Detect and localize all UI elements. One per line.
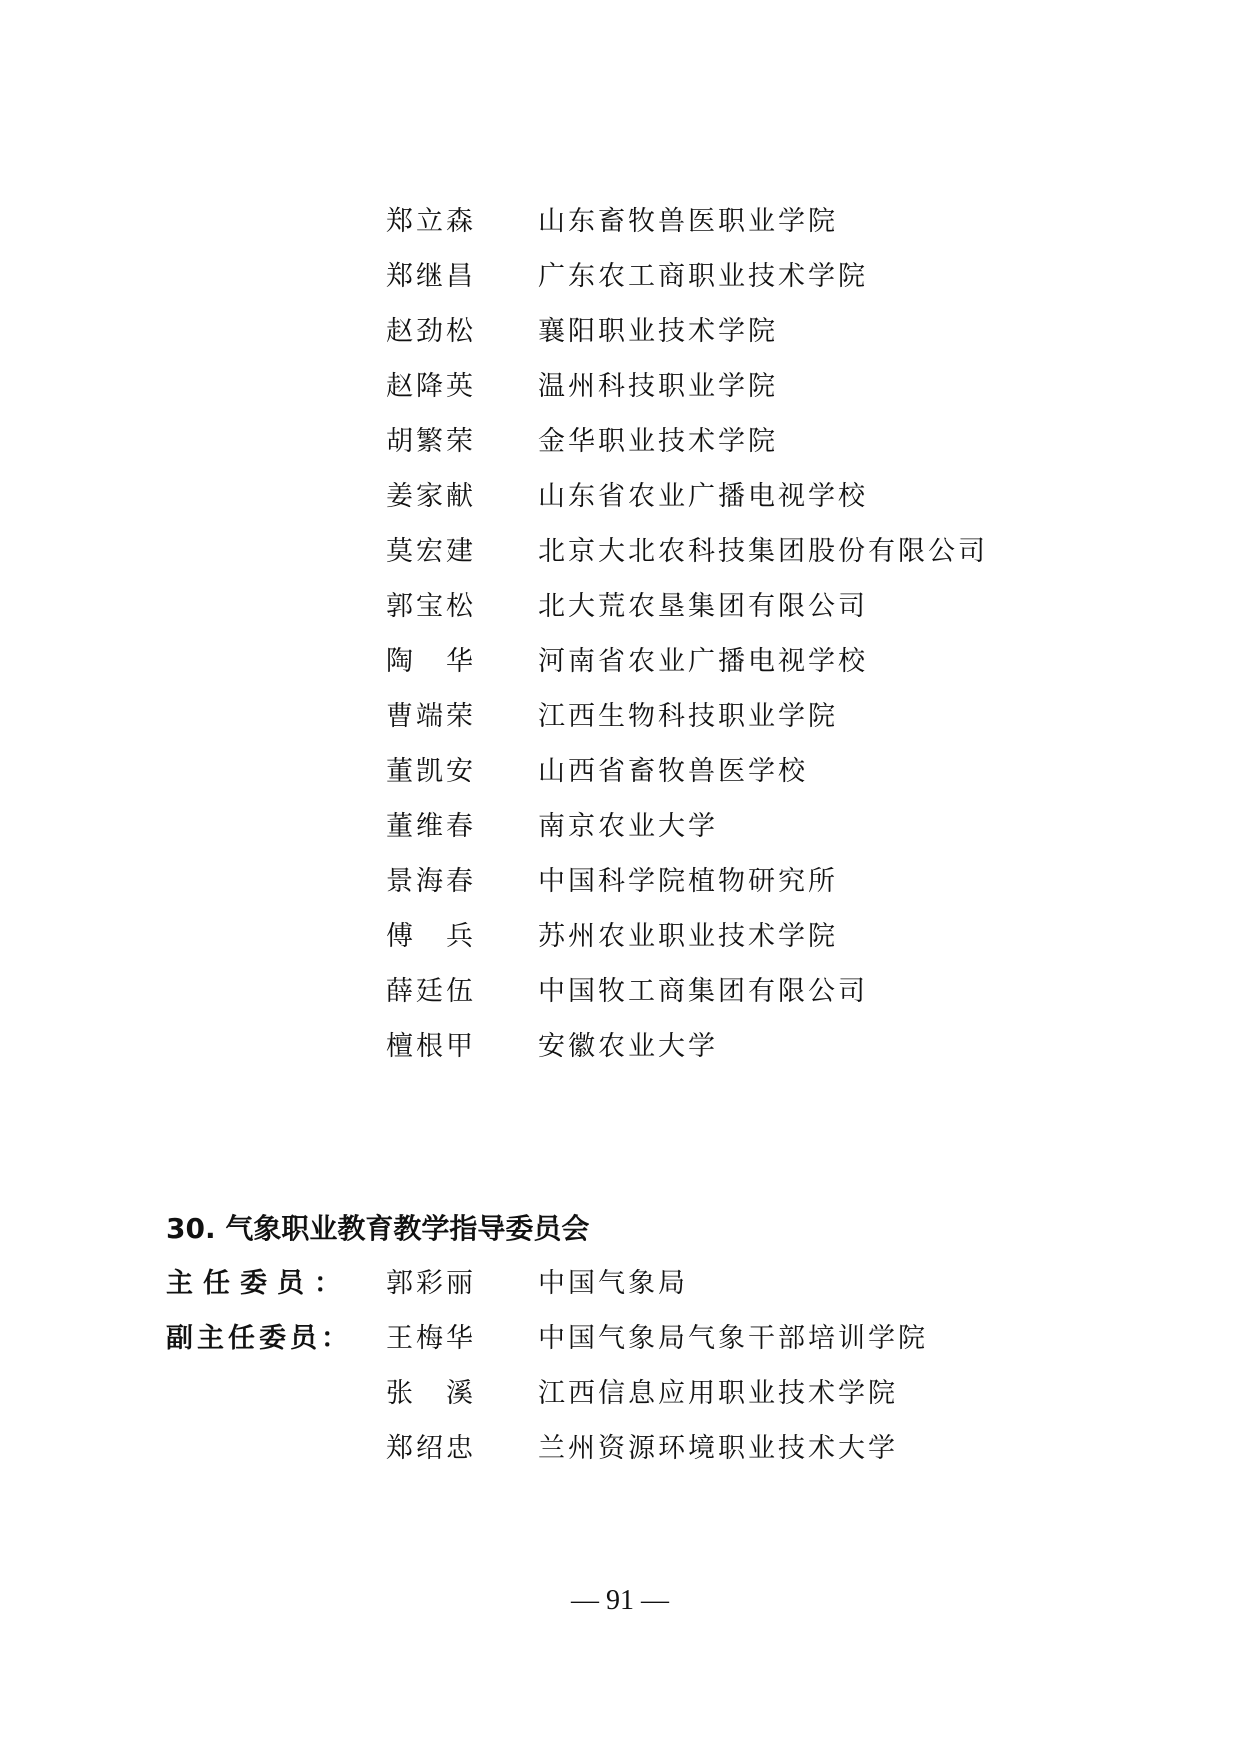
member-row [0, 417, 1240, 467]
member-org: 广东农工商职业技术学院 [538, 261, 868, 292]
member-row [0, 362, 1240, 412]
vice-director-org: 江西信息应用职业技术学院 [538, 1378, 898, 1409]
member-row [0, 912, 1240, 962]
member-org: 山东省农业广播电视学校 [538, 481, 868, 512]
member-row [0, 252, 1240, 302]
member-org: 襄阳职业技术学院 [538, 316, 778, 347]
vice-director-name: 张 溪 [386, 1378, 476, 1409]
member-row [0, 472, 1240, 522]
section-heading: 30. 气象职业教育教学指导委员会 [166, 1212, 590, 1245]
member-row [0, 692, 1240, 742]
member-org: 苏州农业职业技术学院 [538, 921, 838, 952]
vice-director-row [0, 1314, 1240, 1364]
member-name: 郭宝松 [386, 591, 476, 622]
director-org: 中国气象局 [538, 1268, 688, 1299]
member-name: 董维春 [386, 811, 476, 842]
member-name: 赵降英 [386, 371, 476, 402]
member-org: 山西省畜牧兽医学校 [538, 756, 808, 787]
director-name: 郭彩丽 [386, 1268, 476, 1299]
member-name: 莫宏建 [386, 536, 476, 567]
member-name: 景海春 [386, 866, 476, 897]
vice-director-row [0, 1424, 1240, 1474]
member-org: 安徽农业大学 [538, 1031, 718, 1062]
member-org: 北大荒农垦集团有限公司 [538, 591, 868, 622]
member-row [0, 307, 1240, 357]
member-row [0, 582, 1240, 632]
member-row [0, 637, 1240, 687]
member-name: 董凯安 [386, 756, 476, 787]
member-org: 中国科学院植物研究所 [538, 866, 838, 897]
member-row [0, 527, 1240, 577]
member-row [0, 967, 1240, 1017]
vice-director-org: 中国气象局气象干部培训学院 [538, 1323, 928, 1354]
member-org: 江西生物科技职业学院 [538, 701, 838, 732]
vice-director-name: 王梅华 [386, 1323, 476, 1354]
member-name: 胡繁荣 [386, 426, 476, 457]
member-org: 温州科技职业学院 [538, 371, 778, 402]
member-row [0, 857, 1240, 907]
member-name: 郑立森 [386, 206, 476, 237]
member-row [0, 197, 1240, 247]
member-name: 薛廷伍 [386, 976, 476, 1007]
member-row [0, 747, 1240, 797]
member-org: 南京农业大学 [538, 811, 718, 842]
vice-director-role-label: 副主任委员： [166, 1323, 352, 1354]
member-row [0, 802, 1240, 852]
vice-director-row [0, 1369, 1240, 1419]
member-org: 金华职业技术学院 [538, 426, 778, 457]
member-org: 山东畜牧兽医职业学院 [538, 206, 838, 237]
director-row [0, 1259, 1240, 1309]
member-name: 姜家献 [386, 481, 476, 512]
member-name: 曹端荣 [386, 701, 476, 732]
member-name: 檀根甲 [386, 1031, 476, 1062]
member-name: 傅 兵 [386, 921, 476, 952]
page-number: — 91 — [571, 1585, 669, 1616]
member-name: 赵劲松 [386, 316, 476, 347]
vice-director-name: 郑绍忠 [386, 1433, 476, 1464]
member-org: 中国牧工商集团有限公司 [538, 976, 868, 1007]
vice-director-org: 兰州资源环境职业技术大学 [538, 1433, 898, 1464]
member-row [0, 1022, 1240, 1072]
member-name: 陶 华 [386, 646, 476, 677]
member-org: 河南省农业广播电视学校 [538, 646, 868, 677]
member-name: 郑继昌 [386, 261, 476, 292]
member-org: 北京大北农科技集团股份有限公司 [538, 536, 988, 567]
director-role-label: 主任委员： [166, 1268, 351, 1299]
